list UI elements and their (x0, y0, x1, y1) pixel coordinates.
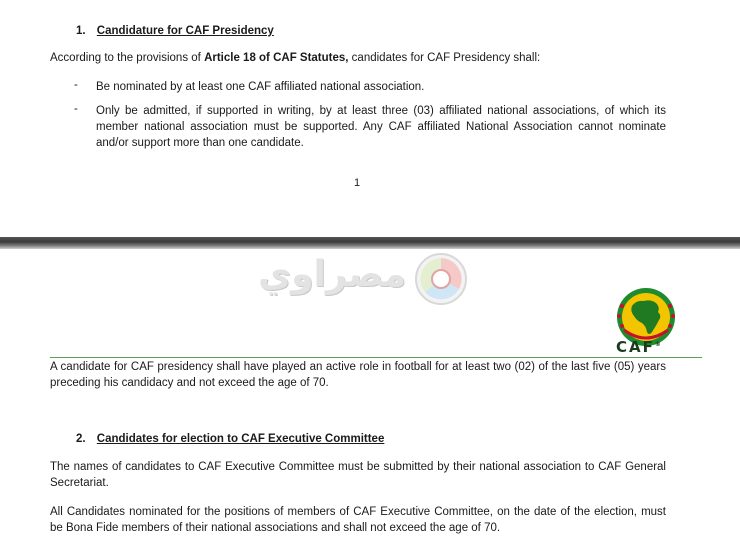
bullet-marker: - (74, 103, 78, 115)
section2-title: Candidates for election to CAF Executive Committee (96, 433, 385, 445)
caf-registered-mark: ® (654, 341, 661, 348)
section1-number: 1. (76, 25, 86, 37)
candidate-age-paragraph: A candidate for CAF presidency shall have played an active role in football for at least two (02) of the last five (05) years preceding his candidacy and not exceed the age of 70. (50, 361, 666, 389)
intro-article-ref: Article 18 of CAF Statutes, (204, 52, 349, 64)
bullet-marker: - (74, 79, 78, 91)
section1-heading (76, 25, 274, 37)
section1-intro (50, 52, 690, 64)
section2-paragraph-1: The names of candidates to CAF Executive Committee must be submitted by their national association to CAF General Secretariat. (50, 461, 666, 489)
section1-title: Candidature for CAF Presidency (96, 25, 274, 37)
bullet-text: Be nominated by at least one CAF affiliated national association. (96, 81, 425, 93)
intro-text-before: According to the provisions of (50, 52, 205, 64)
caf-logo (602, 286, 692, 356)
header-rule (50, 357, 702, 358)
section2-paragraph-2: All Candidates nominated for the positions of members of CAF Executive Committee, on the date of the election, must be Bona Fide members of their national associations and shall not exceed the age of 70. (50, 506, 666, 534)
page-number: 1 (354, 177, 361, 189)
bullet-text-content: Only be admitted, if supported in writing, by at least three (03) affiliated national associations, of which its member national association must be supported. Any CAF affiliated National Association cannot nominate and/or support more than one candidate. (96, 105, 666, 149)
page-break-divider (0, 237, 740, 249)
bullet-text (96, 103, 666, 151)
caf-logo-label (616, 338, 661, 356)
section2-number: 2. (76, 433, 86, 445)
intro-text-after: candidates for CAF Presidency shall: (348, 52, 541, 64)
caf-label-text: CAF (616, 338, 655, 356)
section2-heading (76, 433, 384, 445)
watermark-text: مصراوي (258, 254, 406, 295)
masrawy-logo-icon (414, 252, 468, 306)
